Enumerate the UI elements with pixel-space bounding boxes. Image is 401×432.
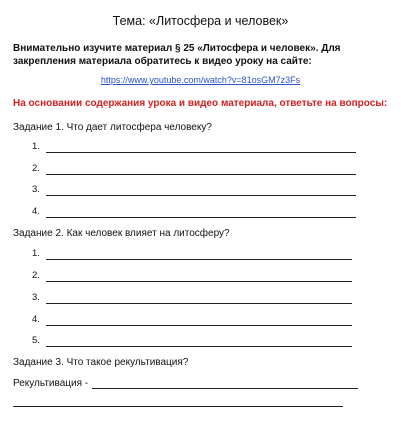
answer-number: 1. <box>32 248 40 259</box>
answer-number: 4. <box>32 314 40 325</box>
answer-line <box>46 325 352 326</box>
answer-number: 4. <box>32 206 40 217</box>
answer-number: 3. <box>32 292 40 303</box>
answer-number: 2. <box>32 270 40 281</box>
task-1-question: Задание 1. Что дает литосфера человеку? <box>13 122 212 133</box>
task-2-answer-5[interactable] <box>32 335 352 349</box>
answer-line <box>46 259 352 260</box>
answer-number: 2. <box>32 163 40 174</box>
recultivation-answer-line-2[interactable] <box>13 406 343 407</box>
task-1-answer-3[interactable] <box>32 184 356 198</box>
answer-number: 3. <box>32 184 40 195</box>
answer-line <box>46 217 356 218</box>
task-2-answer-2[interactable] <box>32 270 352 284</box>
answer-line <box>46 303 352 304</box>
task-2-answer-1[interactable] <box>32 248 352 262</box>
task-3-question: Задание 3. Что такое рекультивация? <box>13 357 189 368</box>
recultivation-answer-line[interactable] <box>92 388 358 389</box>
video-link[interactable]: https://www.youtube.com/watch?v=81osGM7z3Fs <box>100 75 301 85</box>
page-title: Тема: «Литосфера и человек» <box>112 14 289 28</box>
task-1-answer-1[interactable] <box>32 141 356 155</box>
task-2-answer-3[interactable] <box>32 292 352 306</box>
task-2-answer-4[interactable] <box>32 314 352 328</box>
answer-line <box>46 152 356 153</box>
task-1-answer-4[interactable] <box>32 206 356 220</box>
answer-number: 1. <box>32 141 40 152</box>
intro-text: Внимательно изучите материал § 25 «Литосфера и человек». Для закрепления материала обратитесь к видео уроку на сайте: <box>13 43 341 67</box>
instruction-text: На основании содержания урока и видео материала, ответьте на вопросы: <box>13 98 388 109</box>
task-1-answer-2[interactable] <box>32 163 356 177</box>
answer-line <box>46 346 352 347</box>
answer-number: 5. <box>32 335 40 346</box>
answer-line <box>46 195 356 196</box>
task-2-question: Задание 2. Как человек влияет на литосферу? <box>13 228 230 239</box>
recultivation-label: Рекультивация - <box>13 378 89 389</box>
answer-line <box>46 281 352 282</box>
answer-line <box>46 174 356 175</box>
